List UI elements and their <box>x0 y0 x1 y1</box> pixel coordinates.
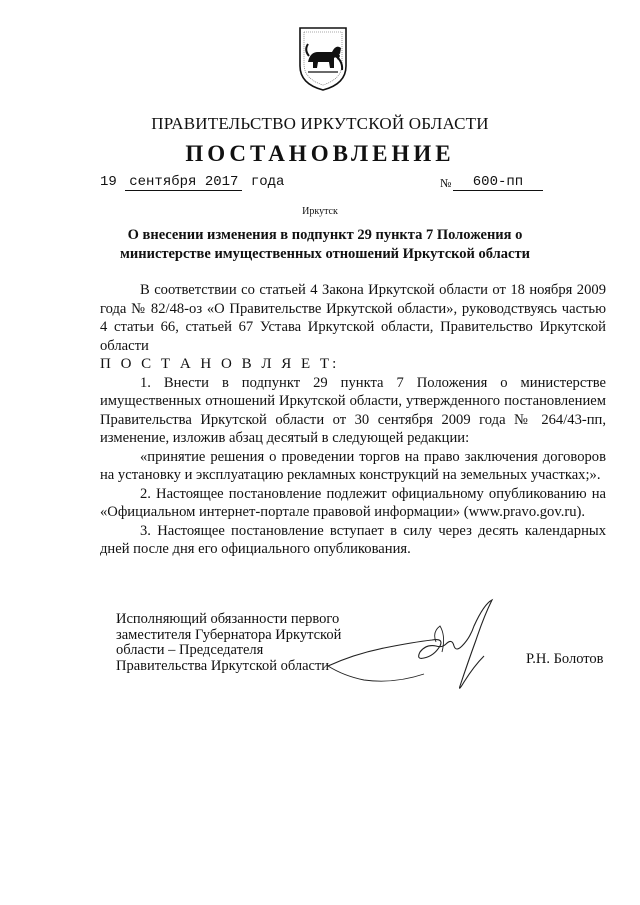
preamble-paragraph: В соответствии со статьей 4 Закона Иркутской области от 18 ноября 2009 года № 82/48-оз «О Правительстве Иркутской области», руководствуясь частью 4 статьи 66, статьей 67 Устава Иркутской области, Правительство Иркутской области <box>100 282 606 354</box>
number-label: № <box>440 176 452 190</box>
document-body <box>100 281 606 559</box>
document-subject: О внесении изменения в подпункт 29 пункта 7 Положения о министерстве имущественных отношений Иркутской области <box>120 227 530 262</box>
city-label: Иркутск <box>302 206 338 217</box>
item-1-quote: «принятие решения о проведении торгов на право заключения договоров на установку и эксплуатацию рекламных конструкций на земельных участках;». <box>100 448 606 483</box>
government-title: ПРАВИТЕЛЬСТВО ИРКУТСКОЙ ОБЛАСТИ <box>151 114 489 133</box>
document-type-title: ПОСТАНОВЛЕНИЕ <box>185 141 455 166</box>
signatory-name: Р.Н. Болотов <box>526 651 604 667</box>
decree-word: П О С Т А Н О В Л Я Е Т: <box>100 356 340 372</box>
handwritten-signature <box>324 596 524 696</box>
document-number: 600-пп <box>453 174 543 191</box>
date-day: 19 <box>100 174 117 190</box>
date-suffix: года <box>250 174 285 190</box>
date-month-year: сентября 2017 <box>125 174 242 191</box>
signatory-position: Исполняющий обязанности первого заместителя Губернатора Иркутской области – Председателя Правительства Иркутской области <box>116 611 342 674</box>
item-1-paragraph: 1. Внести в подпункт 29 пункта 7 Положения о министерстве имущественных отношений Иркутской области, утвержденного постановлением Правительства Иркутской области от 30 сентября 2009 года № 264/43-пп, изменение, изложив абзац десятый в следующей редакции: <box>100 374 606 446</box>
coat-of-arms-emblem <box>298 22 348 92</box>
item-2-paragraph: 2. Настоящее постановление подлежит официальному опубликованию на «Официальном интернет-портале правовой информации» (www.pravo.gov.ru). <box>100 485 606 520</box>
document-date <box>100 174 284 190</box>
item-3-paragraph: 3. Настоящее постановление вступает в силу через десять календарных дней после дня его официального опубликования. <box>100 522 606 557</box>
